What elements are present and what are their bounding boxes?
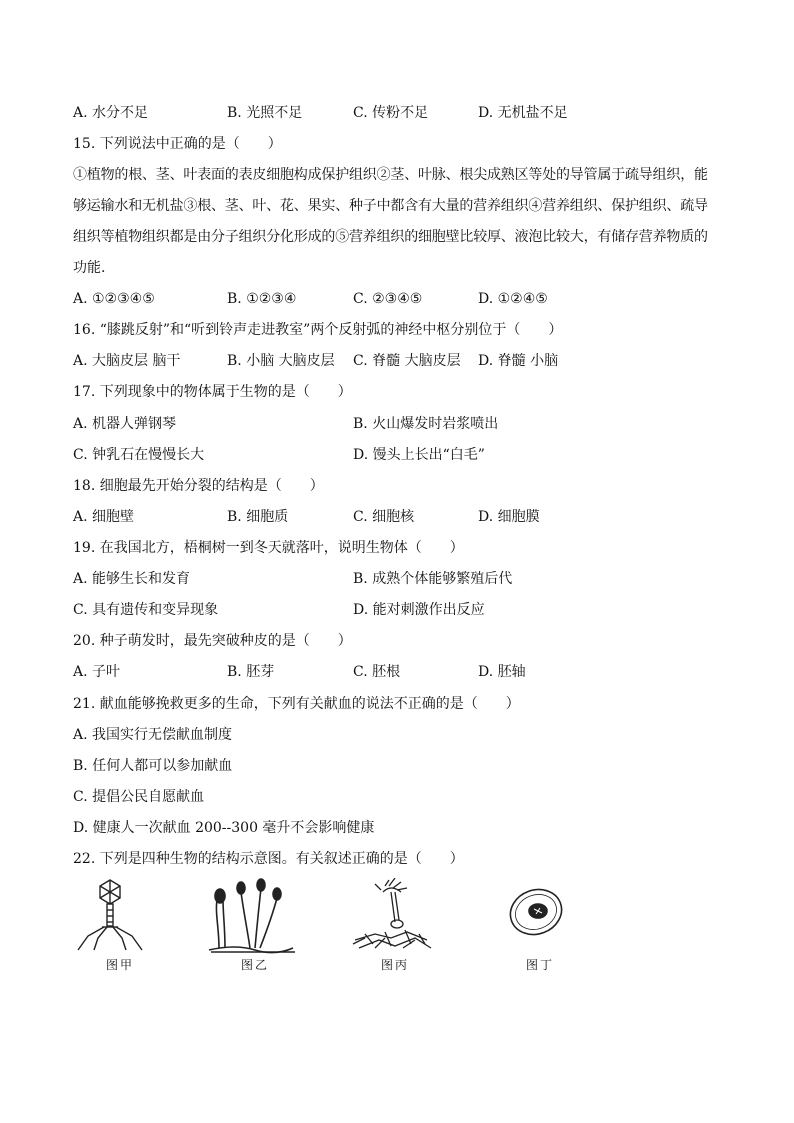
q21-option-c: C. 提倡公民自愿献血: [73, 789, 205, 805]
q18-option-b: B. 细胞质: [227, 509, 289, 525]
q20-option-d: D. 胚轴: [478, 664, 526, 680]
q19-option-b: B. 成熟个体能够繁殖后代: [353, 571, 513, 587]
q21-stem: 21. 献血能够挽救更多的生命，下列有关献血的说法不正确的是（ ）: [73, 696, 520, 712]
q16-option-c: C. 脊髓 大脑皮层: [353, 353, 461, 369]
q16-stem: 16. “膝跳反射”和“听到铃声走进教室”两个反射弧的神经中枢分别位于（ ）: [73, 322, 563, 338]
q15-body-line-1: ①植物的根、茎、叶表面的表皮细胞构成保护组织②茎、叶脉、根尖成熟区等处的导管属于疏导组织，能: [73, 167, 708, 183]
q17-option-c: C. 钟乳石在慢慢长大: [73, 447, 205, 463]
q16-option-a: A. 大脑皮层 脑干: [73, 353, 181, 369]
bacteriophage-icon: [70, 878, 170, 958]
q18-option-d: D. 细胞膜: [478, 509, 540, 525]
mushroom-mycelium-icon: [345, 878, 445, 958]
q17-option-a: A. 机器人弹钢琴: [73, 416, 177, 432]
q21-option-b: B. 任何人都可以参加献血: [73, 758, 233, 774]
q21-option-a: A. 我国实行无偿献血制度: [73, 727, 233, 743]
figure-d-caption: 图丁: [525, 958, 554, 972]
q20-option-c: C. 胚根: [353, 664, 401, 680]
q18-stem: 18. 细胞最先开始分裂的结构是（ ）: [73, 478, 324, 494]
q15-option-d: D. ①②④⑤: [478, 291, 548, 307]
q16-option-b: B. 小脑 大脑皮层: [227, 353, 335, 369]
q15-option-a: A. ①②③④⑤: [73, 291, 155, 307]
figure-c-caption: 图丙: [380, 958, 409, 972]
q15-stem: 15. 下列说法中正确的是（ ）: [73, 136, 282, 152]
q19-option-c: C. 具有遗传和变异现象: [73, 602, 219, 618]
figure-a-caption: 图甲: [105, 958, 134, 972]
figure-b-caption: 图乙: [240, 958, 269, 972]
q18-option-c: C. 细胞核: [353, 509, 415, 525]
mold-sporangium-icon: [205, 878, 305, 958]
cell-nucleus-icon: [490, 878, 590, 958]
q15-body-line-4: 功能.: [73, 260, 106, 276]
q18-option-a: A. 细胞壁: [73, 509, 135, 525]
q14-option-a: A. 水分不足: [73, 105, 149, 121]
q14-option-c: C. 传粉不足: [353, 105, 429, 121]
q19-stem: 19. 在我国北方，梧桐树一到冬天就落叶，说明生物体（ ）: [73, 540, 464, 556]
figure-a: [70, 878, 170, 978]
q19-option-a: A. 能够生长和发育: [73, 571, 191, 587]
figure-b: [205, 878, 305, 978]
q15-option-b: B. ①②③④: [227, 291, 297, 307]
q15-option-c: C. ②③④⑤: [353, 291, 423, 307]
q17-option-b: B. 火山爆发时岩浆喷出: [353, 416, 499, 432]
q22-stem: 22. 下列是四种生物的结构示意图。有关叙述正确的是（ ）: [73, 851, 464, 867]
q14-option-d: D. 无机盐不足: [478, 105, 568, 121]
q20-stem: 20. 种子萌发时，最先突破种皮的是（ ）: [73, 633, 352, 649]
q15-body-line-2: 够运输水和无机盐③根、茎、叶、花、果实、种子中都含有大量的营养组织④营养组织、保护组织、疏导: [73, 198, 708, 214]
q15-body-line-3: 组织等植物组织都是由分子组织分化形成的⑤营养组织的细胞壁比较厚、液泡比较大，有储存营养物质的: [73, 229, 708, 245]
q21-option-d: D. 健康人一次献血 200--300 毫升不会影响健康: [73, 820, 375, 836]
q14-option-b: B. 光照不足: [227, 105, 303, 121]
q19-option-d: D. 能对刺激作出反应: [353, 602, 485, 618]
q22-figures: [70, 878, 590, 978]
figure-c: [345, 878, 445, 978]
q20-option-a: A. 子叶: [73, 664, 121, 680]
q17-option-d: D. 馒头上长出“白毛”: [353, 447, 485, 463]
q16-option-d: D. 脊髓 小脑: [478, 353, 559, 369]
figure-d: [490, 878, 590, 978]
q20-option-b: B. 胚芽: [227, 664, 275, 680]
q17-stem: 17. 下列现象中的物体属于生物的是（ ）: [73, 384, 352, 400]
